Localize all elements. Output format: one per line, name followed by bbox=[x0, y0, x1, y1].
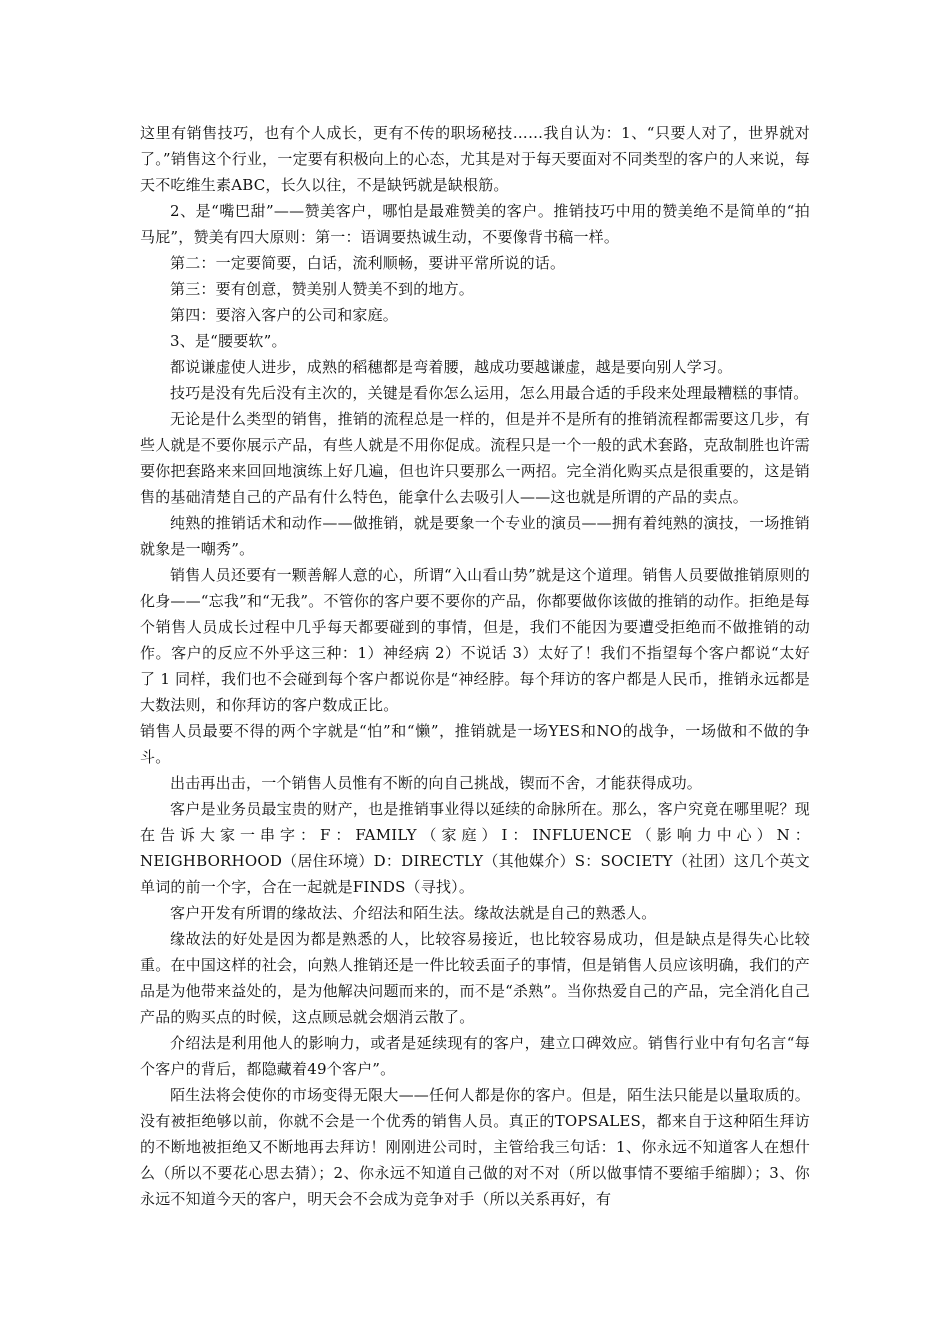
paragraph-5: 第四：要溶入客户的公司和家庭。 bbox=[170, 306, 399, 324]
paragraph-16: 缘故法的好处是因为都是熟悉的人，比较容易接近，也比较容易成功，但是缺点是得失心比较重。在中国这样的社会，向熟人推销还是一件比较丢面子的事情，但是销售人员应该明确，我们的产品是为他带来益处的，是为他解决问题而来的，而不是“杀熟”。当你热爱自己的产品，完全消化自己产品的购买点的时候，这点顾忌就会烟消云散了。 bbox=[140, 930, 810, 1026]
document-body bbox=[140, 120, 810, 1212]
paragraph-12: 销售人员最要不得的两个字就是“怕”和“懒”，推销就是一场YES和NO的战争，一场做和不做的争斗。 bbox=[140, 722, 810, 766]
paragraph-6: 3、是“腰要软”。 bbox=[170, 332, 287, 350]
paragraph-15: 客户开发有所谓的缘故法、介绍法和陌生法。缘故法就是自己的熟悉人。 bbox=[170, 904, 657, 922]
paragraph-2: 2、是“嘴巴甜”——赞美客户，哪怕是最难赞美的客户。推销技巧中用的赞美绝不是简单的“拍马屁”，赞美有四大原则：第一：语调要热诚生动，不要像背书稿一样。 bbox=[140, 202, 810, 246]
paragraph-17: 介绍法是利用他人的影响力，或者是延续现有的客户，建立口碑效应。销售行业中有句名言“每个客户的背后，都隐藏着49个客户”。 bbox=[140, 1034, 810, 1078]
paragraph-14: 客户是业务员最宝贵的财产，也是推销事业得以延续的命脉所在。那么，客户究竟在哪里呢？现在告诉大家一串字：F：FAMILY（家庭）I：INFLUENCE（影响力中心）N：NEIGHBORHOOD（居住环境）D：DIRECTLY（其他媒介）S：SOCIETY（社团）这几个英文单词的前一个字，合在一起就是FINDS（寻找）。 bbox=[140, 800, 810, 896]
paragraph-10: 纯熟的推销话术和动作——做推销，就是要象一个专业的演员——拥有着纯熟的演技，一场推销就象是一嘲秀”。 bbox=[140, 514, 810, 558]
paragraph-4: 第三：要有创意，赞美别人赞美不到的地方。 bbox=[170, 280, 475, 298]
paragraph-1: 这里有销售技巧，也有个人成长，更有不传的职场秘技……我自认为：1、“只要人对了，世界就对了。”销售这个行业，一定要有积极向上的心态，尤其是对于每天要面对不同类型的客户的人来说，每天不吃维生素ABC，长久以往，不是缺钙就是缺根筋。 bbox=[140, 124, 810, 194]
paragraph-13: 出击再出击，一个销售人员惟有不断的向自己挑战，锲而不舍，才能获得成功。 bbox=[170, 774, 703, 792]
paragraph-7: 都说谦虚使人进步，成熟的稻穗都是弯着腰，越成功要越谦虚，越是要向别人学习。 bbox=[170, 358, 733, 376]
paragraph-8: 技巧是没有先后没有主次的，关键是看你怎么运用，怎么用最合适的手段来处理最糟糕的事情。 bbox=[170, 384, 809, 402]
paragraph-3: 第二：一定要简要，白话，流利顺畅，要讲平常所说的话。 bbox=[170, 254, 566, 272]
paragraph-11: 销售人员还要有一颗善解人意的心，所谓“入山看山势”就是这个道理。销售人员要做推销原则的化身——“忘我”和“无我”。不管你的客户要不要你的产品，你都要做你该做的推销的动作。拒绝是每个销售人员成长过程中几乎每天都要碰到的事情，但是，我们不能因为要遭受拒绝而不做推销的动作。客户的反应不外乎这三种：1）神经病 2）不说话 3）太好了！我们不指望每个客户都说“太好了 1 同样，我们也不会碰到每个客户都说你是“神经脖。每个拜访的客户都是人民币，推销永远都是大数法则，和你拜访的客户数成正比。 bbox=[140, 566, 810, 714]
paragraph-18: 陌生法将会使你的市场变得无限大——任何人都是你的客户。但是，陌生法只能是以量取质的。没有被拒绝够以前，你就不会是一个优秀的销售人员。真正的TOPSALES，都来自于这种陌生拜访的不断地被拒绝又不断地再去拜访！刚刚进公司时，主管给我三句话：1、你永远不知道客人在想什么（所以不要花心思去猜）；2、你永远不知道自己做的对不对（所以做事情不要缩手缩脚）；3、你永远不知道今天的客户，明天会不会成为竞争对手（所以关系再好，有 bbox=[140, 1086, 810, 1208]
paragraph-9: 无论是什么类型的销售，推销的流程总是一样的，但是并不是所有的推销流程都需要这几步，有些人就是不要你展示产品，有些人就是不用你促成。流程只是一个一般的武术套路，克敌制胜也许需要你把套路来来回回地演练上好几遍，但也许只要那么一两招。完全消化购买点是很重要的，这是销售的基础清楚自己的产品有什么特色，能拿什么去吸引人——这也就是所谓的产品的卖点。 bbox=[140, 410, 810, 506]
